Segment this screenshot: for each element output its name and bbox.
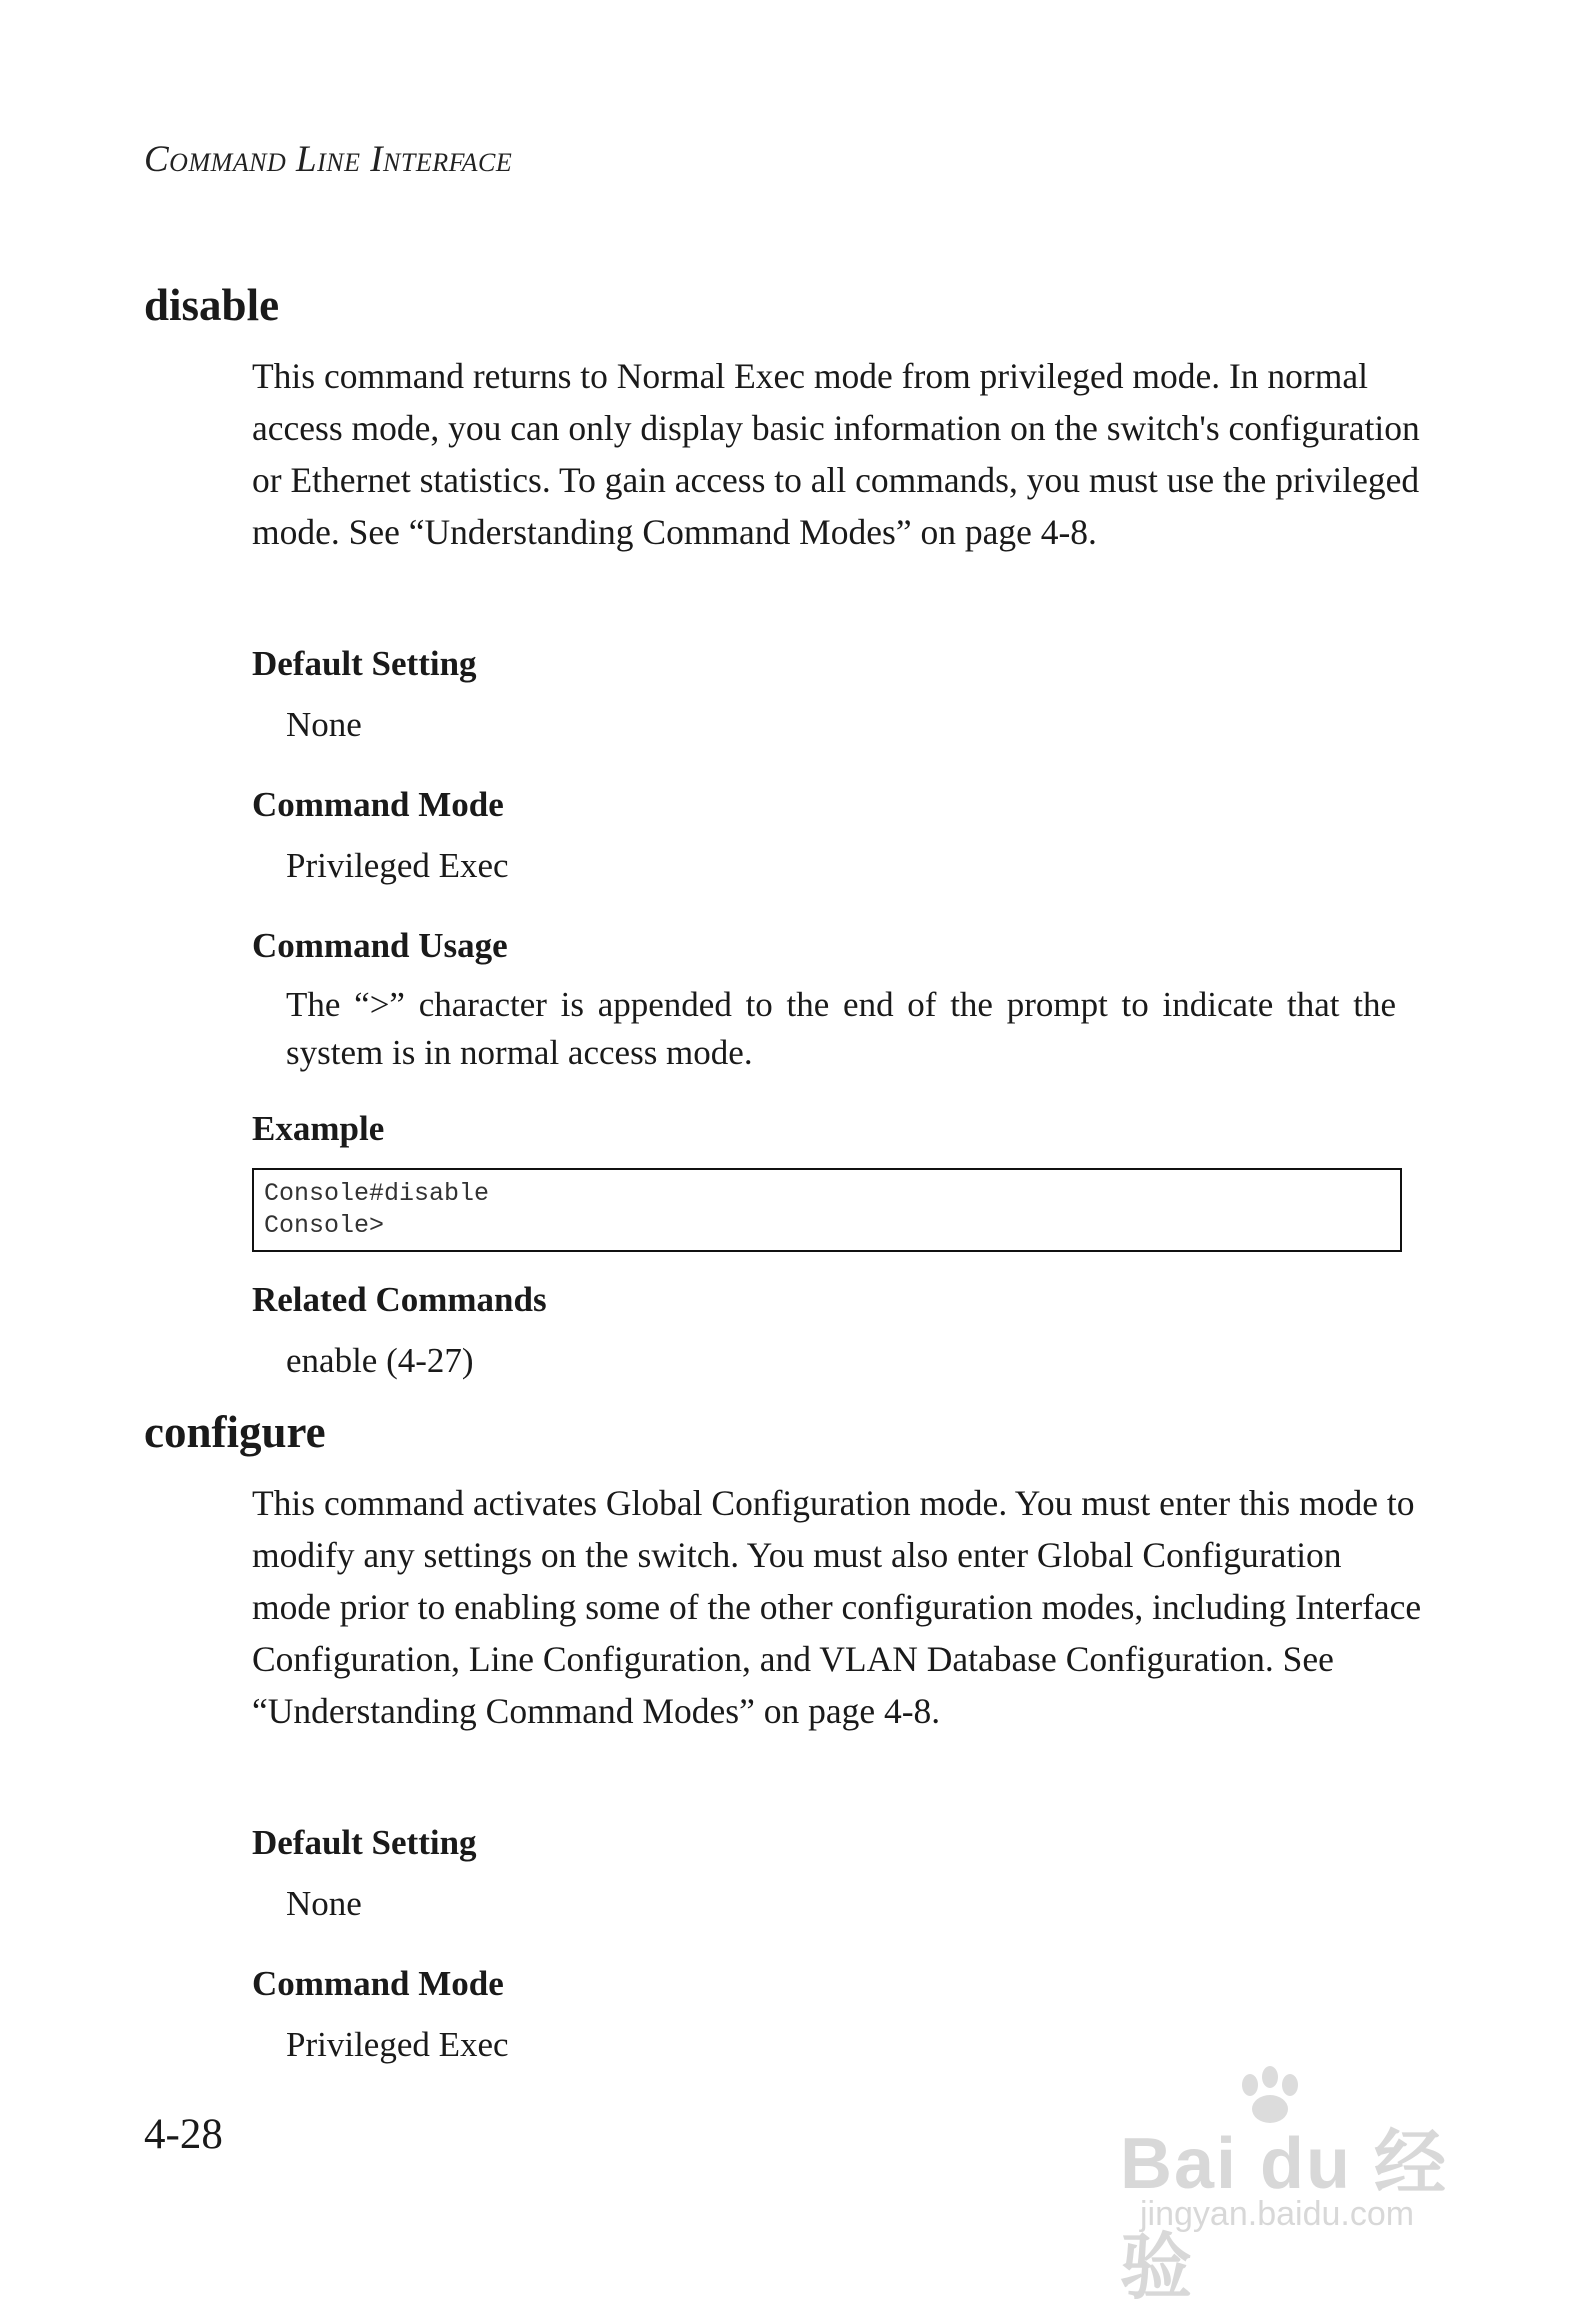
command-mode-heading: Command Mode: [252, 785, 504, 824]
command-description: This command returns to Normal Exec mode from privileged mode. In normal access mode, you can only display basic information on the switch's configuration or Ethernet statistics. To gain access to all commands, you must use the privileged mode. See “Understanding Command Modes” on page 4-8.: [252, 356, 1420, 552]
baidu-watermark: [1120, 2065, 1500, 2308]
command-mode-value: Privileged Exec: [286, 846, 509, 885]
command-title: configure: [144, 1407, 326, 1457]
command-description: This command activates Global Configuration mode. You must enter this mode to modify any settings on the switch. You must also enter Global Configuration mode prior to enabling some of the other configuration modes, including Interface Configuration, Line Configuration, and VLAN Database Configuration. See “Understanding Command Modes” on page 4-8.: [252, 1483, 1422, 1731]
disable-details: [144, 646, 1404, 1385]
default-setting-heading: Default Setting: [252, 644, 477, 683]
related-commands-heading: Related Commands: [252, 1280, 547, 1319]
command-mode-heading: Command Mode: [252, 1964, 504, 2003]
command-usage-heading: Command Usage: [252, 926, 508, 965]
watermark-url: jingyan.baidu.com: [1140, 2195, 1415, 2233]
running-header: Command Line Interface: [144, 139, 513, 180]
example-line: Console>: [264, 1211, 385, 1240]
related-commands-value: enable (4-27): [286, 1341, 474, 1380]
default-setting-value: None: [286, 705, 362, 744]
watermark-logo: Bai du 经验: [1120, 2124, 1449, 2308]
example-heading: Example: [252, 1109, 385, 1148]
configure-details: [144, 1825, 1404, 2069]
default-setting-value: None: [286, 1884, 362, 1923]
command-mode-value: Privileged Exec: [286, 2025, 509, 2064]
command-title: disable: [144, 280, 280, 330]
command-usage-value: The “>” character is appended to the end of the prompt to indicate that the system is in normal access mode.: [286, 985, 1396, 1072]
page-number: 4-28: [144, 2111, 223, 2158]
disable-section: [144, 280, 1420, 558]
default-setting-heading: Default Setting: [252, 1823, 477, 1862]
configure-section: [144, 1407, 1422, 1737]
example-line: Console#disable: [264, 1179, 490, 1208]
example-code-box: [252, 1168, 1402, 1252]
